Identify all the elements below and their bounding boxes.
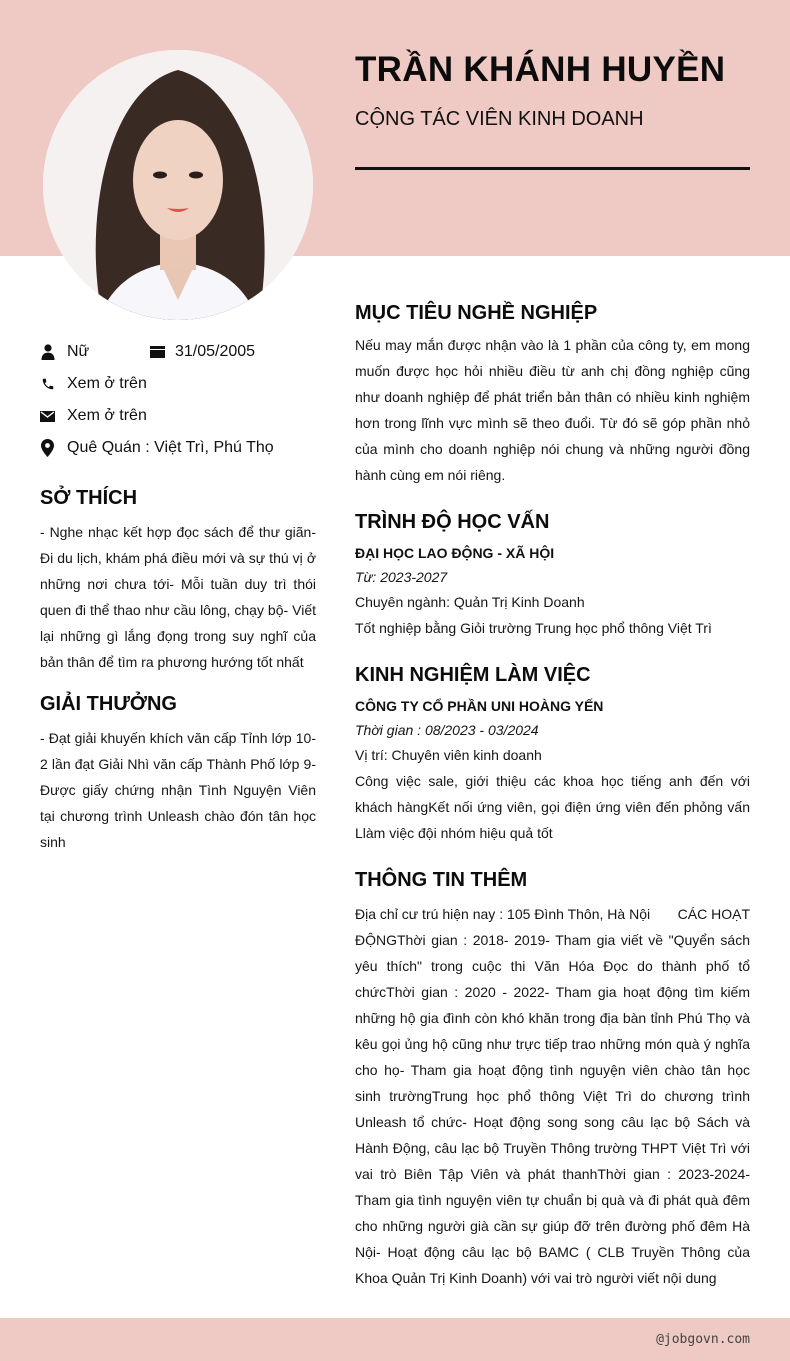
hobbies-text: - Nghe nhạc kết hợp đọc sách để thư giãn- Đi du lịch, khám phá điều mới và sự thú vị ở những nơi chưa tới- Mỗi tuần duy trì thói quen đi thể thao như cầu lông, chạy bộ- Viết lại những gì lắng đọng trong suy nghĩ của bản thân để tìm ra phương hướng tốt nhất [40,524,316,670]
phone-value: Xem ở trên [67,375,147,392]
footer-watermark: @jobgovn.com [656,1332,750,1347]
objective-text: Nếu may mắn được nhận vào là 1 phần của công ty, em mong muốn được học hỏi nhiều điều từ anh chị đồng nghiệp cũng như doanh nghiệp để phát triển bản thân có nhiều kinh nghiệm hơn trong lĩnh vực mình sẽ theo đuổi. Từ đó sẽ góp phần nhỏ của mình cho doanh nghiệp nói chung và những người đồng hành cùng em nói riêng. [355,337,750,483]
title-divider [355,167,750,170]
contact-email [40,407,147,425]
calendar-icon [150,344,165,361]
email-value: Xem ở trên [67,407,147,424]
contact-phone [40,375,147,393]
mail-icon [40,408,55,425]
job-title: CỘNG TÁC VIÊN KINH DOANH [355,108,644,130]
education-major: Chuyên ngành: Quản Trị Kinh Doanh [355,594,585,610]
experience-heading: KINH NGHIỆM LÀM VIỆC [355,664,591,686]
profile-photo [43,50,313,320]
awards-text: - Đạt giải khuyến khích văn cấp Tỉnh lớp 10- 2 lần đạt Giải Nhì văn cấp Thành Phố lớp 9- Được giấy chứng nhận Tình Nguyện Viên tại chương trình Unleash chào đón tân học sinh [40,730,316,850]
phone-icon [40,376,55,393]
footer-band [0,1318,790,1361]
experience-period: Thời gian : 08/2023 - 03/2024 [355,722,539,738]
education-period: Từ: 2023-2027 [355,569,448,585]
hometown-value: Quê Quán : Việt Trì, Phú Thọ [67,439,274,456]
dob-value: 31/05/2005 [175,343,256,360]
objective-heading: MỤC TIÊU NGHỀ NGHIỆP [355,302,598,324]
extra-text: Địa chỉ cư trú hiện nay : 105 Đình Thôn, Hà Nội CÁC HOẠT ĐỘNGThời gian : 2018- 2019- Tham gia viết về "Quyển sách yêu thích" trong cuộc thi Văn Hóa Đọc do thành phố tổ chứcThời gian : 2020 - 2022- Tham gia hoạt động tìm kiếm những hộ gia đình còn khó khăn trong địa bàn tỉnh Phú Thọ và kêu gọi ủng hộ cũng như trực tiếp trao những món quà ý nghĩa cho họ- Tham gia hoạt động tình nguyện viên chào tân học sinh trườngTrung học phổ thông Việt Trì do chương trình Unleash tổ chức- Hoạt động song song câu lạc bộ Sách và Hành Động, câu lạc bộ Truyền Thông trường THPT Việt Trì với vai trò Biên Tập Viên và phát thanhThời gian : 2023-2024- Tham gia tình nguyện viên tự chuẩn bị quà và đi phát quà đêm cho những người già cần sự giúp đỡ trên đường phố đêm Hà Nội- Hoạt động câu lạc bộ BAMC ( CLB Truyền Thông của Khoa Quản Trị Kinh Doanh) với vai trò người viết nội dung [355,906,754,1286]
candidate-name: TRẦN KHÁNH HUYỀN [355,50,726,89]
education-note: Tốt nghiệp bằng Giỏi trường Trung học phổ thông Việt Trì [355,620,712,636]
experience-description: Công việc sale, giới thiệu các khoa học tiếng anh đến với khách hàngKết nối ứng viên, gọi điện ứng viên đến phỏng vấn Llàm việc đội nhóm hiệu quả tốt [355,773,750,841]
extra-heading: THÔNG TIN THÊM [355,869,528,891]
education-heading: TRÌNH ĐỘ HỌC VẤN [355,511,550,533]
contact-hometown [40,439,274,457]
experience-position: Vị trí: Chuyên viên kinh doanh [355,747,542,763]
gender-value: Nữ [67,343,90,360]
person-icon [40,344,55,361]
awards-heading: GIẢI THƯỞNG [40,693,177,715]
contact-gender [40,343,89,361]
location-pin-icon [40,440,55,457]
experience-company: CÔNG TY CỔ PHẦN UNI HOÀNG YẾN [355,698,604,714]
contact-dob [150,343,255,361]
hobbies-heading: SỞ THÍCH [40,487,138,509]
education-school: ĐẠI HỌC LAO ĐỘNG - XÃ HỘI [355,545,555,561]
